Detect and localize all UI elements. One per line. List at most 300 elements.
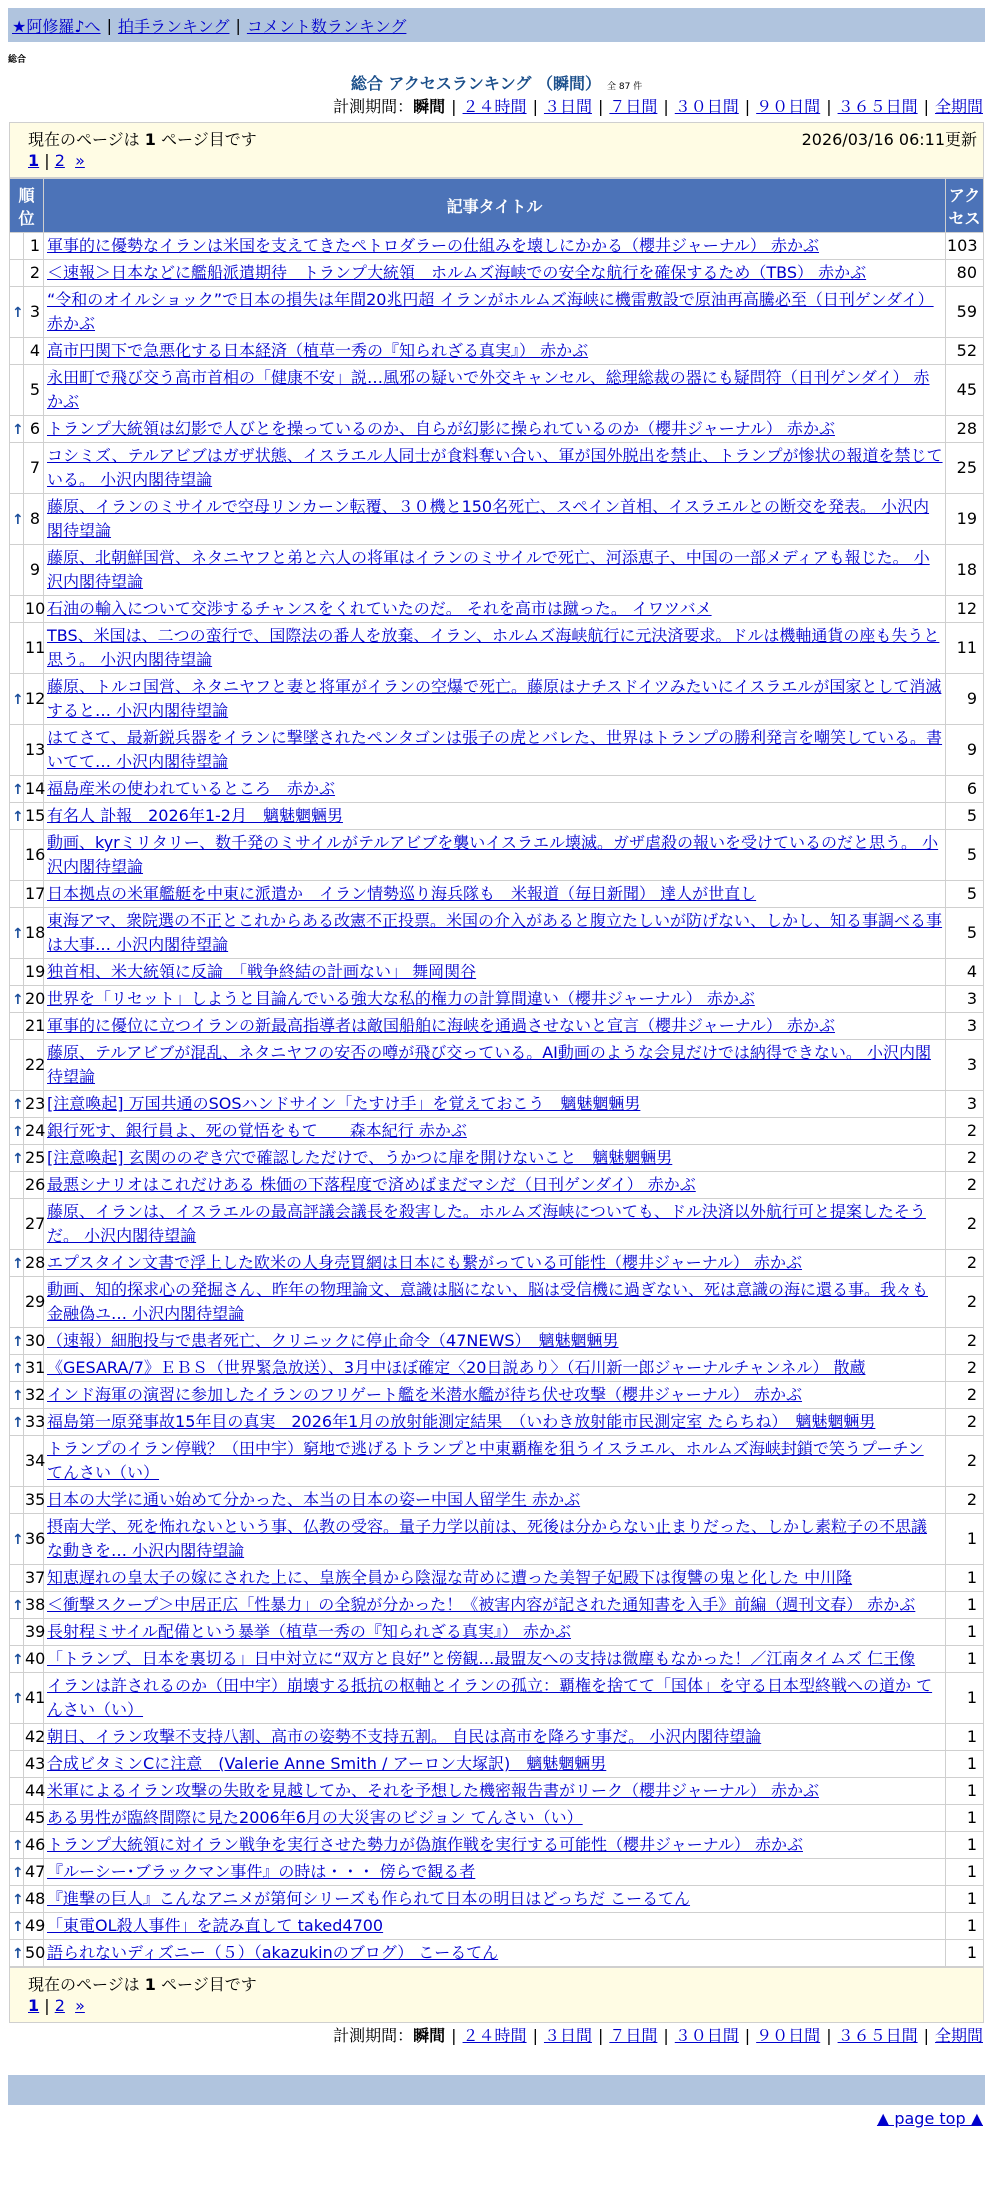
rank-cell: 50 bbox=[24, 1940, 44, 1967]
category-note: 総合 bbox=[8, 55, 27, 65]
trend-cell bbox=[10, 1805, 24, 1832]
article-link[interactable]: 銀行死す、銀行員よ、死の覚悟をもて 森本紀行 赤かぶ bbox=[47, 1121, 467, 1140]
rank-cell: 24 bbox=[24, 1118, 44, 1145]
trend-cell bbox=[10, 1724, 24, 1751]
article-link[interactable]: 摂南大学、死を怖れないという事、仏教の受容。量子力学以前は、死後は分からない止まりだった、しかし素粒子の不思議な動きを… 小沢内閣待望論 bbox=[47, 1517, 928, 1560]
trend-cell bbox=[10, 623, 24, 674]
period-separator: | bbox=[451, 97, 457, 116]
title-header: 記事タイトル bbox=[44, 179, 946, 233]
up-arrow-icon: ↑ bbox=[12, 691, 24, 708]
ranking-caption bbox=[0, 71, 993, 94]
up-arrow-icon: ↑ bbox=[12, 1387, 24, 1404]
access-count-cell: 9 bbox=[946, 725, 984, 776]
article-link[interactable]: インド海軍の演習に参加したイランのフリゲート艦を米潜水艦が待ち伏せ攻撃（櫻井ジャーナル） 赤かぶ bbox=[47, 1385, 803, 1404]
ranking-row bbox=[10, 674, 984, 725]
rank-cell: 45 bbox=[24, 1805, 44, 1832]
ranking-row bbox=[10, 1091, 984, 1118]
title-cell bbox=[44, 725, 946, 776]
ranking-row bbox=[10, 1355, 984, 1382]
access-count-cell: 2 bbox=[946, 1436, 984, 1487]
access-count-cell: 45 bbox=[946, 365, 984, 416]
rank-cell: 33 bbox=[24, 1409, 44, 1436]
article-link[interactable]: ＜速報＞日本などに艦船派遣期待 トランプ大統領 ホルムズ海峡での安全な航行を確保するため（TBS） 赤かぶ bbox=[47, 263, 867, 282]
access-count-cell: 1 bbox=[946, 1832, 984, 1859]
title-cell bbox=[44, 365, 946, 416]
access-count-cell: 1 bbox=[946, 1778, 984, 1805]
article-link[interactable]: 日本拠点の米軍艦艇を中東に派遣か イラン情勢巡り海兵隊も 米報道（毎日新聞） 達人が世直し bbox=[47, 884, 757, 903]
access-count-cell: 2 bbox=[946, 1355, 984, 1382]
pager-top: 現在のページは 1 ページ目です 2026/03/16 06:11更新 1 | 2 » bbox=[9, 122, 984, 178]
access-count-cell: 2 bbox=[946, 1409, 984, 1436]
trend-cell bbox=[10, 725, 24, 776]
article-link[interactable]: 『進撃の巨人』こんなアニメが第何シリーズも作られて日本の明日はどっちだ こーるてん bbox=[47, 1889, 691, 1908]
period-separator: | bbox=[826, 2026, 832, 2045]
article-link[interactable]: 藤原、イランは、イスラエルの最高評議会議長を殺害した。ホルムズ海峡についても、ドル決済以外航行可と提案したそうだ。 小沢内閣待望論 bbox=[47, 1202, 926, 1245]
up-arrow-icon: ↑ bbox=[12, 1123, 24, 1140]
period-link[interactable]: 全期間 bbox=[934, 2026, 983, 2045]
ranking-row bbox=[10, 1040, 984, 1091]
period-separator: | bbox=[923, 2026, 929, 2045]
period-current: 瞬間 bbox=[413, 2026, 446, 2045]
period-separator: | bbox=[744, 2026, 751, 2045]
trend-cell bbox=[10, 1199, 24, 1250]
up-arrow-icon: ↑ bbox=[12, 1918, 24, 1935]
ranking-row bbox=[10, 881, 984, 908]
rank-cell: 13 bbox=[24, 725, 44, 776]
up-arrow-icon: ↑ bbox=[12, 1945, 24, 1962]
article-link[interactable]: 藤原、テルアビブが混乱、ネタニヤフの安否の噂が飛び交っている。AI動画のような会見だけでは納得できない。 小沢内閣待望論 bbox=[47, 1043, 931, 1086]
trend-cell bbox=[10, 1091, 24, 1118]
period-separator: | bbox=[532, 97, 538, 116]
trend-cell bbox=[10, 1277, 24, 1328]
up-arrow-icon: ↑ bbox=[12, 1597, 24, 1614]
trend-cell bbox=[10, 1673, 24, 1724]
access-count-cell: 1 bbox=[946, 1724, 984, 1751]
period-separator: | bbox=[663, 97, 669, 116]
up-arrow-icon: ↑ bbox=[12, 1150, 24, 1167]
trend-cell bbox=[10, 1487, 24, 1514]
rank-cell: 38 bbox=[24, 1592, 44, 1619]
up-arrow-icon: ↑ bbox=[12, 1531, 24, 1548]
title-cell bbox=[44, 1487, 946, 1514]
period-separator: | bbox=[532, 2026, 538, 2045]
trend-cell bbox=[10, 1778, 24, 1805]
period-link[interactable]: ９０日間 bbox=[756, 2026, 821, 2045]
period-separator: | bbox=[826, 97, 832, 116]
article-link[interactable]: 軍事的に優位に立つイランの新最高指導者は敵国船舶に海峡を通過させないと宣言（櫻井ジャーナル） 赤かぶ bbox=[47, 1016, 835, 1035]
rank-cell: 47 bbox=[24, 1859, 44, 1886]
article-link[interactable]: （速報）細胞投与で患者死亡、クリニックに停止命令（47NEWS） 魑魅魍魎男 bbox=[47, 1331, 619, 1350]
title-cell bbox=[44, 1409, 946, 1436]
rank-cell: 15 bbox=[24, 803, 44, 830]
rank-cell: 14 bbox=[24, 776, 44, 803]
title-cell bbox=[44, 1886, 946, 1913]
access-count-cell: 2 bbox=[946, 1118, 984, 1145]
ranking-row bbox=[10, 545, 984, 596]
ranking-row bbox=[10, 1409, 984, 1436]
article-link[interactable]: トランプ大統領に対イラン戦争を実行させた勢力が偽旗作戦を実行する可能性（櫻井ジャーナル） 赤かぶ bbox=[47, 1835, 803, 1854]
rank-cell: 23 bbox=[24, 1091, 44, 1118]
trend-cell bbox=[10, 674, 24, 725]
article-link[interactable]: 最悪シナリオはこれだけある 株価の下落程度で済めばまだマシだ（日刊ゲンダイ） 赤かぶ bbox=[47, 1175, 696, 1194]
access-count-cell: 1 bbox=[946, 1859, 984, 1886]
ranking-row bbox=[10, 287, 984, 338]
up-arrow-icon: ↑ bbox=[12, 304, 24, 321]
trend-cell bbox=[10, 338, 24, 365]
period-link[interactable]: 全期間 bbox=[934, 97, 983, 116]
trend-cell bbox=[10, 1859, 24, 1886]
title-cell bbox=[44, 1565, 946, 1592]
period-separator: | bbox=[451, 2026, 457, 2045]
period-separator: | bbox=[663, 2026, 669, 2045]
total-count: 全 87 件 bbox=[607, 82, 643, 92]
trend-cell bbox=[10, 1514, 24, 1565]
article-link[interactable]: 「東電OL殺人事件」を読み直して taked4700 bbox=[47, 1916, 384, 1935]
rank-cell: 36 bbox=[24, 1514, 44, 1565]
up-arrow-icon: ↑ bbox=[12, 1333, 24, 1350]
ranking-row bbox=[10, 1118, 984, 1145]
title-cell bbox=[44, 959, 946, 986]
article-link[interactable]: 永田町で飛び交う高市首相の「健康不安」説…風邪の疑いで外交キャンセル、総理総裁の器にも疑問符（日刊ゲンダイ） 赤かぶ bbox=[47, 368, 930, 411]
up-arrow-icon: ↑ bbox=[12, 1891, 24, 1908]
trend-cell bbox=[10, 1118, 24, 1145]
ranking-row bbox=[10, 494, 984, 545]
period-link[interactable]: ２４時間 bbox=[462, 97, 527, 116]
article-link[interactable]: 日本の大学に通い始めて分かった、本当の日本の姿ー中国人留学生 赤かぶ bbox=[47, 1490, 581, 1509]
title-cell bbox=[44, 1382, 946, 1409]
rank-cell: 20 bbox=[24, 986, 44, 1013]
ranking-row bbox=[10, 803, 984, 830]
up-arrow-icon: ↑ bbox=[12, 1651, 24, 1668]
trend-cell bbox=[10, 233, 24, 260]
ranking-row bbox=[10, 623, 984, 674]
article-link[interactable]: 合成ビタミンCに注意 (Valerie Anne Smith / アーロン大塚訳) 魑魅魍魎男 bbox=[47, 1754, 607, 1773]
ranking-row bbox=[10, 416, 984, 443]
clap-ranking-link[interactable]: 拍手ランキング bbox=[117, 16, 230, 36]
ranking-row bbox=[10, 1592, 984, 1619]
ranking-row bbox=[10, 1487, 984, 1514]
period-link[interactable]: ３日間 bbox=[543, 97, 592, 116]
access-count-cell: 1 bbox=[946, 1886, 984, 1913]
title-cell bbox=[44, 1778, 946, 1805]
period-link[interactable]: ９０日間 bbox=[756, 97, 821, 116]
trend-cell bbox=[10, 1886, 24, 1913]
period-separator: | bbox=[744, 97, 751, 116]
rank-cell: 48 bbox=[24, 1886, 44, 1913]
title-cell bbox=[44, 1832, 946, 1859]
access-count-cell: 2 bbox=[946, 1328, 984, 1355]
ranking-row bbox=[10, 1832, 984, 1859]
period-link[interactable]: ３６５日間 bbox=[837, 97, 918, 116]
title-cell bbox=[44, 443, 946, 494]
rank-cell: 5 bbox=[24, 365, 44, 416]
article-link[interactable]: 「トランプ、日本を裏切る」日中対立に“双方と良好”と傍観…最盟友への支持は微塵もなかった！／江南タイムズ 仁王像 bbox=[47, 1649, 916, 1668]
title-cell bbox=[44, 1436, 946, 1487]
rank-header: 順位 bbox=[10, 179, 44, 233]
page-link-2[interactable]: 2 bbox=[54, 1996, 65, 2015]
access-count-cell: 2 bbox=[946, 1145, 984, 1172]
title-cell bbox=[44, 908, 946, 959]
article-link[interactable]: 独首相、米大統領に反論 「戦争終結の計画ない」 舞岡関谷 bbox=[47, 962, 477, 981]
article-link[interactable]: 福島産米の使われているところ 赤かぶ bbox=[47, 779, 336, 798]
period-link[interactable]: ３０日間 bbox=[674, 2026, 739, 2045]
ranking-title: 総合 アクセスランキング （瞬間） bbox=[350, 74, 601, 93]
title-cell bbox=[44, 494, 946, 545]
article-link[interactable]: 長射程ミサイル配備という暴挙（植草一秀の『知られざる真実』） 赤かぶ bbox=[47, 1622, 571, 1641]
access-count-cell: 18 bbox=[946, 545, 984, 596]
title-cell bbox=[44, 596, 946, 623]
top-nav-bar bbox=[8, 8, 985, 42]
ranking-row bbox=[10, 1382, 984, 1409]
access-count-cell: 2 bbox=[946, 1199, 984, 1250]
title-cell bbox=[44, 1172, 946, 1199]
article-link[interactable]: TBS、米国は、二つの蛮行で、国際法の番人を放棄、イラン、ホルムズ海峡航行に元決済要求。ドルは機軸通貨の座も失うと思う。 小沢内閣待望論 bbox=[47, 626, 940, 669]
up-arrow-icon: ↑ bbox=[12, 1837, 24, 1854]
access-count-cell: 1 bbox=[946, 1673, 984, 1724]
trend-cell bbox=[10, 908, 24, 959]
trend-cell bbox=[10, 1382, 24, 1409]
article-link[interactable]: 『ルーシー･ブラックマン事件』の時は・・・ 傍らで観る者 bbox=[47, 1862, 476, 1881]
trend-cell bbox=[10, 443, 24, 494]
access-count-cell: 2 bbox=[946, 1172, 984, 1199]
ranking-row bbox=[10, 1199, 984, 1250]
access-count-cell: 1 bbox=[946, 1592, 984, 1619]
trend-cell bbox=[10, 1328, 24, 1355]
ranking-row bbox=[10, 1013, 984, 1040]
trend-cell bbox=[10, 260, 24, 287]
article-link[interactable]: トランプのイラン停戦？（田中宇）窮地で逃げるトランプと中東覇権を狙うイスラエル、ホルムズ海峡封鎖で笑うプーチン てんさい（い） bbox=[47, 1439, 924, 1482]
trend-cell bbox=[10, 1619, 24, 1646]
rank-cell: 44 bbox=[24, 1778, 44, 1805]
period-selector-top bbox=[0, 96, 983, 118]
home-link[interactable]: ★阿修羅♪へ bbox=[12, 16, 101, 36]
trend-cell bbox=[10, 1646, 24, 1673]
article-link[interactable]: 石油の輸入について交渉するチャンスをくれていたのだ。 それを高市は蹴った。 イワツバメ bbox=[47, 599, 712, 618]
rank-cell: 31 bbox=[24, 1355, 44, 1382]
ranking-row bbox=[10, 1436, 984, 1487]
title-cell bbox=[44, 1859, 946, 1886]
trend-cell bbox=[10, 365, 24, 416]
article-link[interactable]: [注意喚起] 玄関ののぞき穴で確認しただけで、うかつに扉を開けないこと 魑魅魍魎男 bbox=[47, 1148, 673, 1167]
period-separator: | bbox=[597, 2026, 604, 2045]
rank-cell: 8 bbox=[24, 494, 44, 545]
access-count-cell: 3 bbox=[946, 1013, 984, 1040]
access-count-cell: 9 bbox=[946, 674, 984, 725]
access-count-cell: 4 bbox=[946, 959, 984, 986]
trend-cell bbox=[10, 1145, 24, 1172]
title-cell bbox=[44, 1940, 946, 1967]
ranking-row bbox=[10, 959, 984, 986]
title-cell bbox=[44, 416, 946, 443]
ranking-row bbox=[10, 1673, 984, 1724]
article-link[interactable]: トランプ大統領は幻影で人びとを操っているのか、自らが幻影に操られているのか（櫻井ジャーナル） 赤かぶ bbox=[47, 419, 835, 438]
up-arrow-icon: ↑ bbox=[12, 1360, 24, 1377]
ranking-row bbox=[10, 1778, 984, 1805]
trend-cell bbox=[10, 803, 24, 830]
rank-cell: 37 bbox=[24, 1565, 44, 1592]
ranking-row bbox=[10, 725, 984, 776]
up-arrow-icon: ↑ bbox=[12, 808, 24, 825]
access-count-cell: 80 bbox=[946, 260, 984, 287]
article-link[interactable]: “令和のオイルショック”で日本の損失は年間20兆円超 イランがホルムズ海峡に機雷敷設で原油再高騰必至（日刊ゲンダイ） 赤かぶ bbox=[47, 290, 934, 333]
pager-bottom: 現在のページは 1 ページ目です 1 | 2 » bbox=[9, 1967, 984, 2023]
ranking-row bbox=[10, 443, 984, 494]
article-link[interactable]: 語られないディズニー（５）（akazukinのブログ） こーるてん bbox=[47, 1943, 499, 1962]
article-link[interactable]: 《GESARA/7》ＥＢＳ（世界緊急放送）、3月中ほぼ確定〈20日説あり〉（石川新一郎ジャーナルチャンネル） 散蔵 bbox=[47, 1358, 866, 1377]
period-separator: | bbox=[597, 97, 604, 116]
title-cell bbox=[44, 1805, 946, 1832]
next-page-link[interactable]: » bbox=[75, 1996, 85, 2015]
rank-cell: 43 bbox=[24, 1751, 44, 1778]
article-link[interactable]: 知恵遅れの皇太子の嫁にされた上に、皇族全員から陰湿な苛めに遭った美智子妃殿下は復讐の鬼と化した 中川隆 bbox=[47, 1568, 853, 1587]
access-count-cell: 103 bbox=[946, 233, 984, 260]
up-arrow-icon: ↑ bbox=[12, 1255, 24, 1272]
title-cell bbox=[44, 1724, 946, 1751]
article-link[interactable]: ＜衝撃スクープ＞中居正広「性暴力」の全貌が分かった！《被害内容が記された通知書を入手》前編（週刊文春） 赤かぶ bbox=[47, 1595, 916, 1614]
current-page-number: 1 bbox=[144, 1975, 156, 1994]
ranking-row bbox=[10, 776, 984, 803]
ranking-row bbox=[10, 1724, 984, 1751]
article-link[interactable]: 藤原、トルコ国営、ネタニヤフと妻と将軍がイランの空爆で死亡。藤原はナチスドイツみたいにイスラエルが国家として消滅すると… 小沢内閣待望論 bbox=[47, 677, 942, 720]
rank-cell: 19 bbox=[24, 959, 44, 986]
access-count-cell: 1 bbox=[946, 1940, 984, 1967]
period-label: 計測期間： bbox=[333, 97, 414, 116]
trend-cell bbox=[10, 776, 24, 803]
trend-cell bbox=[10, 1409, 24, 1436]
rank-cell: 34 bbox=[24, 1436, 44, 1487]
rank-cell: 6 bbox=[24, 416, 44, 443]
title-cell bbox=[44, 1145, 946, 1172]
article-link[interactable]: 朝日、イラン攻撃不支持八割、高市の姿勢不支持五割。 自民は高市を降ろす事だ。 小沢内閣待望論 bbox=[47, 1727, 762, 1746]
ranking-row bbox=[10, 1805, 984, 1832]
up-arrow-icon: ↑ bbox=[12, 925, 24, 942]
title-cell bbox=[44, 1646, 946, 1673]
rank-cell: 26 bbox=[24, 1172, 44, 1199]
rank-cell: 46 bbox=[24, 1832, 44, 1859]
article-link[interactable]: ある男性が臨終間際に見た2006年6月の大災害のビジョン てんさい（い） bbox=[47, 1808, 583, 1827]
rank-cell: 16 bbox=[24, 830, 44, 881]
access-count-cell: 52 bbox=[946, 338, 984, 365]
ranking-row bbox=[10, 260, 984, 287]
period-link[interactable]: ３０日間 bbox=[674, 97, 739, 116]
ranking-row bbox=[10, 1886, 984, 1913]
page-link-1[interactable]: 1 bbox=[28, 1996, 40, 2015]
ranking-row bbox=[10, 1250, 984, 1277]
trend-cell bbox=[10, 1436, 24, 1487]
access-count-cell: 1 bbox=[946, 1565, 984, 1592]
up-arrow-icon: ↑ bbox=[12, 781, 24, 798]
article-link[interactable]: イランは許されるのか（田中宇）崩壊する抵抗の枢軸とイランの孤立：覇権を捨てて「国体」を守る日本型終戦への道か てんさい（い） bbox=[47, 1676, 933, 1719]
rank-cell: 25 bbox=[24, 1145, 44, 1172]
ranking-row bbox=[10, 233, 984, 260]
article-link[interactable]: 軍事的に優勢なイランは米国を支えてきたペトロダラーの仕組みを壊しにかかる（櫻井ジャーナル） 赤かぶ bbox=[47, 236, 819, 255]
ranking-row bbox=[10, 1328, 984, 1355]
article-link[interactable]: 東海アマ、衆院選の不正とこれからある改憲不正投票。米国の介入があると腹立たしいが防げない、しかし、知る事調べる事は大事… 小沢内閣待望論 bbox=[47, 911, 943, 954]
ranking-row bbox=[10, 1646, 984, 1673]
access-count-cell: 1 bbox=[946, 1751, 984, 1778]
title-cell bbox=[44, 1013, 946, 1040]
rank-cell: 21 bbox=[24, 1013, 44, 1040]
trend-cell bbox=[10, 1250, 24, 1277]
ranking-row bbox=[10, 1751, 984, 1778]
rank-cell: 10 bbox=[24, 596, 44, 623]
rank-cell: 35 bbox=[24, 1487, 44, 1514]
rank-cell: 12 bbox=[24, 674, 44, 725]
footer-bar bbox=[8, 2075, 985, 2105]
title-cell bbox=[44, 1040, 946, 1091]
rank-cell: 22 bbox=[24, 1040, 44, 1091]
article-link[interactable]: 高市円関下で急悪化する日本経済（植草一秀の『知られざる真実』） 赤かぶ bbox=[47, 341, 589, 360]
current-page-number: 1 bbox=[144, 130, 156, 149]
article-link[interactable]: 有名人 訃報 2026年1-2月 魑魅魍魎男 bbox=[47, 806, 343, 825]
ranking-row bbox=[10, 596, 984, 623]
up-arrow-icon: ↑ bbox=[12, 991, 24, 1008]
title-cell bbox=[44, 1619, 946, 1646]
rank-cell: 32 bbox=[24, 1382, 44, 1409]
rank-cell: 1 bbox=[24, 233, 44, 260]
next-page-link[interactable]: » bbox=[75, 151, 85, 170]
period-link[interactable]: ７日間 bbox=[609, 2026, 658, 2045]
article-link[interactable]: コシミズ、テルアビブはガザ状態、イスラエル人同士が食料奪い合い、軍が国外脱出を禁止、トランプが惨状の報道を禁じている。 小沢内閣待望論 bbox=[47, 446, 943, 489]
ranking-row bbox=[10, 1913, 984, 1940]
rank-cell: 27 bbox=[24, 1199, 44, 1250]
ranking-row bbox=[10, 338, 984, 365]
access-count-cell: 3 bbox=[946, 1091, 984, 1118]
rank-cell: 18 bbox=[24, 908, 44, 959]
article-link[interactable]: エプスタイン文書で浮上した欧米の人身売買網は日本にも繋がっている可能性（櫻井ジャーナル） 赤かぶ bbox=[47, 1253, 803, 1272]
ranking-row bbox=[10, 1940, 984, 1967]
page-link-2[interactable]: 2 bbox=[54, 151, 65, 170]
access-count-cell: 2 bbox=[946, 1487, 984, 1514]
article-link[interactable]: 動画、知的探求心の発掘さん、昨年の物理論文、意識は脳にない、脳は受信機に過ぎない、死は意識の海に還る事。我々も金融偽ユ… 小沢内閣待望論 bbox=[47, 1280, 928, 1323]
title-cell bbox=[44, 830, 946, 881]
page-link-1[interactable]: 1 bbox=[28, 151, 40, 170]
comment-ranking-link[interactable]: コメント数ランキング bbox=[246, 16, 407, 36]
article-link[interactable]: 藤原、北朝鮮国営、ネタニヤフと弟と六人の将軍はイランのミサイルで死亡、河添恵子、中国の一部メディアも報じた。 小沢内閣待望論 bbox=[47, 548, 930, 591]
article-link[interactable]: [注意喚起] 万国共通のSOSハンドサイン「たすけ手」を覚えておこう 魑魅魍魎男 bbox=[47, 1094, 641, 1113]
ranking-row bbox=[10, 986, 984, 1013]
access-count-cell: 11 bbox=[946, 623, 984, 674]
access-count-cell: 28 bbox=[946, 416, 984, 443]
title-cell bbox=[44, 623, 946, 674]
period-selector-bottom bbox=[0, 2025, 983, 2047]
period-link[interactable]: ２４時間 bbox=[462, 2026, 527, 2045]
article-link[interactable]: 動画、kyrミリタリー、数千発のミサイルがテルアビブを襲いイスラエル壊滅。ガザ虐殺の報いを受けているのだと思う。 小沢内閣待望論 bbox=[47, 833, 939, 876]
title-cell bbox=[44, 1355, 946, 1382]
article-link[interactable]: はてさて、最新鋭兵器をイランに撃墜されたペンタゴンは張子の虎とバレた、世界はトランプの勝利発言を嘲笑している。書いてて… 小沢内閣待望論 bbox=[47, 728, 943, 771]
article-link[interactable]: 米軍によるイラン攻撃の失敗を見越してか、それを予想した機密報告書がリーク（櫻井ジャーナル） 赤かぶ bbox=[47, 1781, 819, 1800]
page-top-link[interactable]: ▲ page top ▲ bbox=[876, 2109, 983, 2128]
title-cell bbox=[44, 1514, 946, 1565]
nav-separator: | bbox=[106, 15, 112, 35]
title-cell bbox=[44, 1118, 946, 1145]
period-link[interactable]: ３６５日間 bbox=[837, 2026, 918, 2045]
ranking-row bbox=[10, 1859, 984, 1886]
article-link[interactable]: 藤原、イランのミサイルで空母リンカーン転覆、３０機と150名死亡、スペイン首相、イスラエルとの断交を発表。 小沢内閣待望論 bbox=[47, 497, 930, 540]
title-cell bbox=[44, 1277, 946, 1328]
period-link[interactable]: ７日間 bbox=[609, 97, 658, 116]
rank-cell: 39 bbox=[24, 1619, 44, 1646]
title-cell bbox=[44, 260, 946, 287]
period-link[interactable]: ３日間 bbox=[543, 2026, 592, 2045]
ranking-row bbox=[10, 1565, 984, 1592]
article-link[interactable]: 福島第一原発事故15年目の真実 2026年1月の放射能測定結果 （いわき放射能市民測定室 たらちね） 魑魅魍魎男 bbox=[47, 1412, 876, 1431]
access-count-cell: 25 bbox=[946, 443, 984, 494]
rank-cell: 28 bbox=[24, 1250, 44, 1277]
trend-cell bbox=[10, 596, 24, 623]
rank-cell: 30 bbox=[24, 1328, 44, 1355]
article-link[interactable]: 世界を「リセット」しようと目論んでいる強大な私的権力の計算間違い（櫻井ジャーナル） 赤かぶ bbox=[47, 989, 755, 1008]
